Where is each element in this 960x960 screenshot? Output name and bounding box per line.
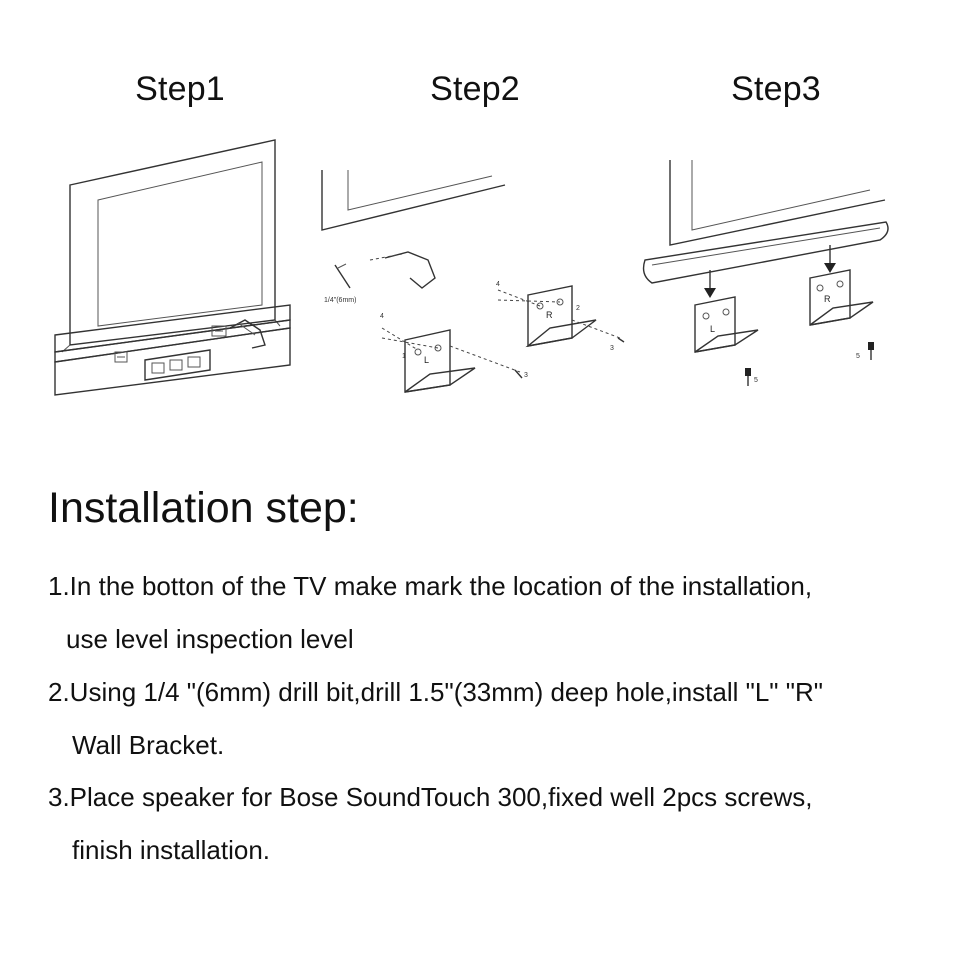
- stand-outline: [145, 350, 210, 380]
- step1-title: Step1: [135, 70, 225, 108]
- callout-3-right: 3: [610, 345, 614, 352]
- instruction-item-1: [48, 560, 948, 666]
- bracket-l-label: L: [424, 355, 430, 365]
- callout-5-left: 5: [754, 377, 758, 384]
- bracket-r-icon: [528, 286, 596, 346]
- instruction-item-2: [48, 666, 948, 772]
- callout-4-left: 4: [380, 313, 384, 320]
- tv-corner-outline: [322, 170, 505, 230]
- bracket-l-label: L: [710, 324, 716, 334]
- bracket-l-icon: [405, 330, 475, 392]
- wall-shelf-outline: [55, 328, 290, 395]
- bracket-r-icon: [810, 270, 873, 325]
- screw-icon: [745, 342, 874, 386]
- callout-3-left: 3: [524, 372, 528, 379]
- callout-5-right: 5: [856, 353, 860, 360]
- bracket-r-label: R: [824, 294, 831, 304]
- step3-title: Step3: [731, 70, 821, 108]
- instruction-2-line2: Wall Bracket.: [72, 730, 225, 760]
- instruction-3-line1: 3.Place speaker for Bose SoundTouch 300,fixed well 2pcs screws,: [48, 782, 813, 812]
- installation-heading: Installation step:: [48, 484, 359, 532]
- step3-illustration: [630, 150, 920, 400]
- instruction-2-line1: 2.Using 1/4 "(6mm) drill bit,drill 1.5"(33mm) deep hole,install "L" "R": [48, 677, 823, 707]
- arrow-down-icon: [704, 270, 716, 298]
- callout-2-right: 2: [576, 305, 580, 312]
- drill-bit-icon: [335, 264, 350, 288]
- bracket-r-label: R: [546, 310, 553, 320]
- step1-illustration: [40, 130, 310, 450]
- step2-title: Step2: [430, 70, 520, 108]
- instruction-3-line2: finish installation.: [72, 835, 270, 865]
- bracket-l-icon: [695, 297, 758, 352]
- callout-4-right: 4: [496, 281, 500, 288]
- step2-illustration: [310, 160, 640, 400]
- hand-marking-icon: [370, 252, 435, 288]
- drill-size-label: 1/4"(6mm): [324, 297, 357, 304]
- soundbar-icon: [644, 222, 888, 283]
- callout-1-left: 1: [402, 353, 406, 360]
- instruction-1-line1: 1.In the botton of the TV make mark the location of the installation,: [48, 571, 813, 601]
- instruction-1-line2: use level inspection level: [66, 624, 354, 654]
- instruction-item-3: [48, 771, 948, 877]
